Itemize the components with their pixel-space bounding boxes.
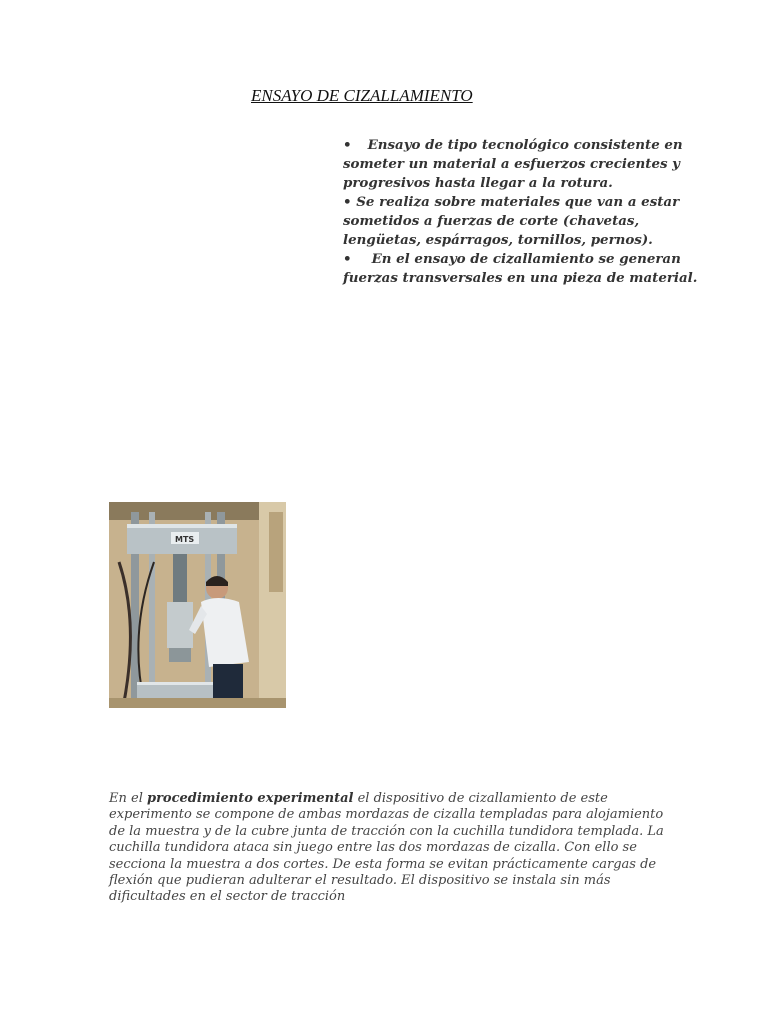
machine-label: MTS: [175, 535, 195, 544]
bullet-item: [343, 193, 715, 250]
bullet-marker: •: [343, 251, 352, 267]
testing-machine-photo: [109, 502, 286, 708]
page-title: ENSAYO DE CIZALLAMIENTO: [251, 86, 473, 105]
bullet-text: Ensayo de tipo tecnológico consistente en someter un material a esfuerzos crecientes y progresivos hasta llegar a la rotura.: [343, 137, 683, 191]
bullet-text: En el ensayo de cizallamiento se generan fuerzas transversales en una pieza de material.: [343, 251, 698, 286]
bullet-marker: •: [343, 137, 352, 153]
bullet-marker: •: [343, 194, 352, 210]
bullet-item: [343, 136, 715, 193]
bullet-text: Se realiza sobre materiales que van a estar sometidos a fuerzas de corte (chavetas, lengüetas, espárragos, tornillos, pernos).: [343, 194, 680, 248]
bullet-item: [343, 250, 715, 288]
procedure-paragraph: [109, 791, 669, 906]
paragraph-body: el dispositivo de cizallamiento de este experimento se compone de ambas mordazas de cizalla templadas para alojamiento de la muestra y de la cubre junta de tracción con la cuchilla tundidora templada. La cuchilla tundidora ataca sin juego entre las dos mordazas de cizalla. Con ello se secciona la muestra a dos cortes. De esta forma se evitan prácticamente cargas de flexión que pudieran adulterar el resultado. El dispositivo se instala sin más dificultades en el sector de tracción: [109, 791, 664, 905]
bullet-list: [343, 136, 715, 288]
paragraph-keyword: procedimiento experimental: [146, 791, 354, 806]
testing-machine-illustration: [109, 502, 286, 708]
paragraph-lead: En el: [109, 791, 147, 806]
